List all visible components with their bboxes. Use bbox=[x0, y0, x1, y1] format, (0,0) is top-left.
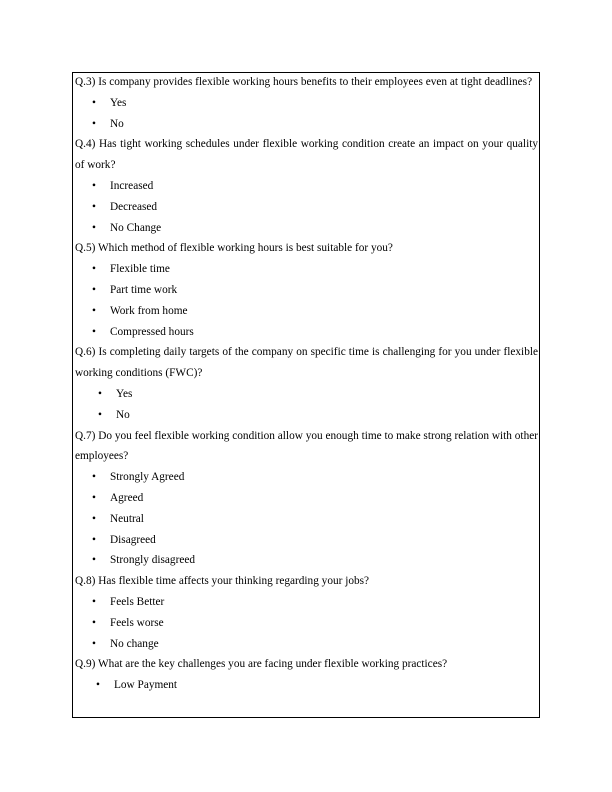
bullet-icon: • bbox=[92, 533, 96, 546]
option-item bbox=[75, 93, 538, 114]
question-5-options bbox=[75, 259, 538, 342]
bullet-icon: • bbox=[92, 325, 96, 338]
option-item bbox=[75, 675, 538, 696]
question-8-options bbox=[75, 592, 538, 654]
question-3: Q.3) Is company provides flexible working hours benefits to their employees even at tight deadlines? bbox=[75, 76, 533, 88]
question-4-options bbox=[75, 176, 538, 238]
bullet-icon: • bbox=[92, 616, 96, 629]
bullet-icon: • bbox=[92, 595, 96, 608]
option-item bbox=[75, 634, 538, 655]
option-label: No bbox=[110, 117, 124, 130]
option-item bbox=[75, 509, 538, 530]
option-item bbox=[75, 613, 538, 634]
option-label: Decreased bbox=[110, 200, 158, 213]
option-label: Feels worse bbox=[110, 616, 164, 629]
question-5: Q.5) Which method of flexible working hours is best suitable for you? bbox=[75, 242, 393, 255]
bullet-icon: • bbox=[96, 679, 100, 692]
option-item bbox=[75, 550, 538, 571]
option-label: Strongly disagreed bbox=[110, 554, 196, 567]
question-8: Q.8) Has flexible time affects your thinking regarding your jobs? bbox=[75, 575, 370, 588]
option-label: Yes bbox=[116, 387, 133, 400]
option-item bbox=[75, 176, 538, 197]
option-label: Agreed bbox=[110, 491, 144, 504]
option-label: No Change bbox=[110, 221, 162, 234]
option-label: No bbox=[116, 408, 130, 421]
option-item bbox=[75, 467, 538, 488]
bullet-icon: • bbox=[98, 408, 102, 421]
bullet-icon: • bbox=[98, 387, 102, 400]
option-item bbox=[75, 488, 538, 509]
option-label: Flexible time bbox=[110, 263, 170, 276]
bullet-icon: • bbox=[92, 512, 96, 525]
option-item bbox=[75, 322, 538, 343]
option-label: Compressed hours bbox=[110, 325, 194, 338]
bullet-icon: • bbox=[92, 637, 96, 650]
option-item bbox=[75, 405, 538, 426]
option-label: No change bbox=[110, 637, 159, 650]
bullet-icon: • bbox=[92, 117, 96, 130]
question-7-options bbox=[75, 467, 538, 571]
option-item bbox=[75, 114, 538, 135]
option-label: Low Payment bbox=[114, 679, 178, 692]
option-label: Neutral bbox=[110, 512, 144, 525]
bullet-icon: • bbox=[92, 283, 96, 296]
bullet-icon: • bbox=[92, 471, 96, 484]
bullet-icon: • bbox=[92, 221, 96, 234]
option-label: Disagreed bbox=[110, 533, 156, 546]
question-9: Q.9) What are the key challenges you are facing under flexible working practices? bbox=[75, 658, 448, 671]
questionnaire bbox=[75, 72, 538, 696]
option-item bbox=[75, 259, 538, 280]
option-item bbox=[75, 301, 538, 322]
question-4: Q.4) Has tight working schedules under flexible working condition create an impact on your quality of work? bbox=[75, 138, 538, 172]
option-item bbox=[75, 384, 538, 405]
option-item bbox=[75, 197, 538, 218]
option-label: Increased bbox=[110, 179, 154, 192]
option-item bbox=[75, 592, 538, 613]
bullet-icon: • bbox=[92, 200, 96, 213]
option-label: Feels Better bbox=[110, 595, 165, 608]
bullet-icon: • bbox=[92, 554, 96, 567]
bullet-icon: • bbox=[92, 491, 96, 504]
option-label: Part time work bbox=[110, 283, 178, 296]
question-7: Q.7) Do you feel flexible working condition allow you enough time to make strong relation with other employees? bbox=[75, 429, 538, 463]
question-6-options bbox=[75, 384, 538, 426]
question-6: Q.6) Is completing daily targets of the company on specific time is challenging for you under flexible working conditions (FWC)? bbox=[75, 346, 538, 380]
option-item bbox=[75, 280, 538, 301]
bullet-icon: • bbox=[92, 96, 96, 109]
option-label: Yes bbox=[110, 96, 127, 109]
question-3-options bbox=[75, 93, 538, 135]
option-item bbox=[75, 218, 538, 239]
bullet-icon: • bbox=[92, 304, 96, 317]
bullet-icon: • bbox=[92, 179, 96, 192]
option-label: Strongly Agreed bbox=[110, 471, 185, 484]
question-9-options bbox=[75, 675, 538, 696]
option-label: Work from home bbox=[110, 304, 188, 317]
bullet-icon: • bbox=[92, 263, 96, 276]
option-item bbox=[75, 530, 538, 551]
